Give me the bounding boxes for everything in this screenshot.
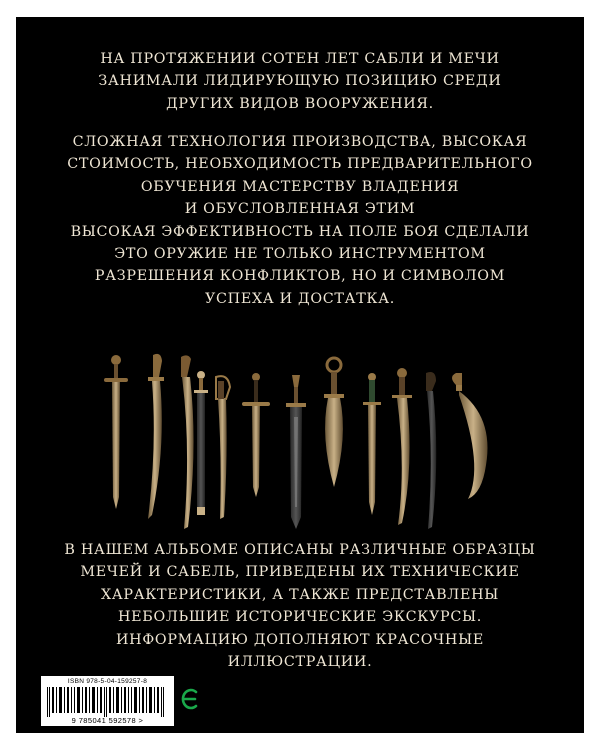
publisher-logo-icon [181,688,199,710]
swords-illustration [16,347,584,547]
sword-dark-blade [286,375,306,529]
isbn-barcode-block [41,676,174,726]
sword-longsword [242,373,270,497]
saber-curved [148,354,164,519]
body-line: СЛОЖНАЯ ТЕХНОЛОГИЯ ПРОИЗВОДСТВА, ВЫСОКАЯ [72,134,528,150]
sword-scabbard [194,371,208,515]
talwar [392,368,412,525]
album-line: МЕЧЕЙ И САБЕЛЬ, ПРИВЕДЕНЫ ИХ ТЕХНИЧЕСКИЕ [80,564,520,581]
saber-basket-hilt [216,376,230,519]
intro-line: ДРУГИХ ВИДОВ ВООРУЖЕНИЯ. [166,95,434,112]
saber-thin [426,372,436,529]
body-line: РАЗРЕШЕНИЯ КОНФЛИКТОВ, НО И СИМВОЛОМ [94,268,506,285]
album-line: В НАШЕМ АЛЬБОМЕ ОПИСАНЫ РАЗЛИЧНЫЕ ОБРАЗЦЫ [64,542,536,558]
album-line: ИЛЛЮСТРАЦИИ. [227,654,373,671]
intro-paragraph [16,48,584,115]
album-line: ИНФОРМАЦИЮ ДОПОЛНЯЮТ КРАСОЧНЫЕ [116,631,484,648]
album-line: НЕБОЛЬШИЕ ИСТОРИЧЕСКИЕ ЭКСКУРСЫ. [117,609,483,626]
body-line: ОБУЧЕНИЯ МАСТЕРСТВУ ВЛАДЕНИЯ [140,178,460,195]
sword-viking [104,355,128,509]
body-line: ЭТО ОРУЖИЕ НЕ ТОЛЬКО ИНСТРУМЕНТОМ [114,246,486,263]
book-back-cover [16,17,584,733]
sword-green-grip [363,373,381,515]
album-line: ХАРАКТЕРИСТИКИ, А ТАКЖЕ ПРЕДСТАВЛЕНЫ [100,586,500,603]
scimitar [452,373,487,499]
body-line: УСПЕХА И ДОСТАТКА. [205,290,395,307]
body-line: ВЫСОКАЯ ЭФФЕКТИВНОСТЬ НА ПОЛЕ БОЯ СДЕЛАЛИ [70,223,530,240]
intro-line: ЗАНИМАЛИ ЛИДИРУЮЩУЮ ПОЗИЦИЮ СРЕДИ [98,73,502,90]
isbn-label: ISBN 978-5-04-159257-8 [67,678,148,685]
intro-line: НА ПРОТЯЖЕНИИ СОТЕН ЛЕТ САБЛИ И МЕЧИ [100,51,500,67]
album-paragraph [16,539,584,673]
body-line: И ОБУСЛОВЛЕННАЯ ЭТИМ [184,201,416,218]
barcode-digits: 9 785041 592578 > [71,716,144,725]
body-line: СТОИМОСТЬ, НЕОБХОДИМОСТЬ ПРЕДВАРИТЕЛЬНОГО [67,156,533,173]
body-paragraph [16,131,584,310]
shashka [181,355,194,529]
barcode-icon [45,687,170,717]
dagger-leaf [324,358,344,487]
